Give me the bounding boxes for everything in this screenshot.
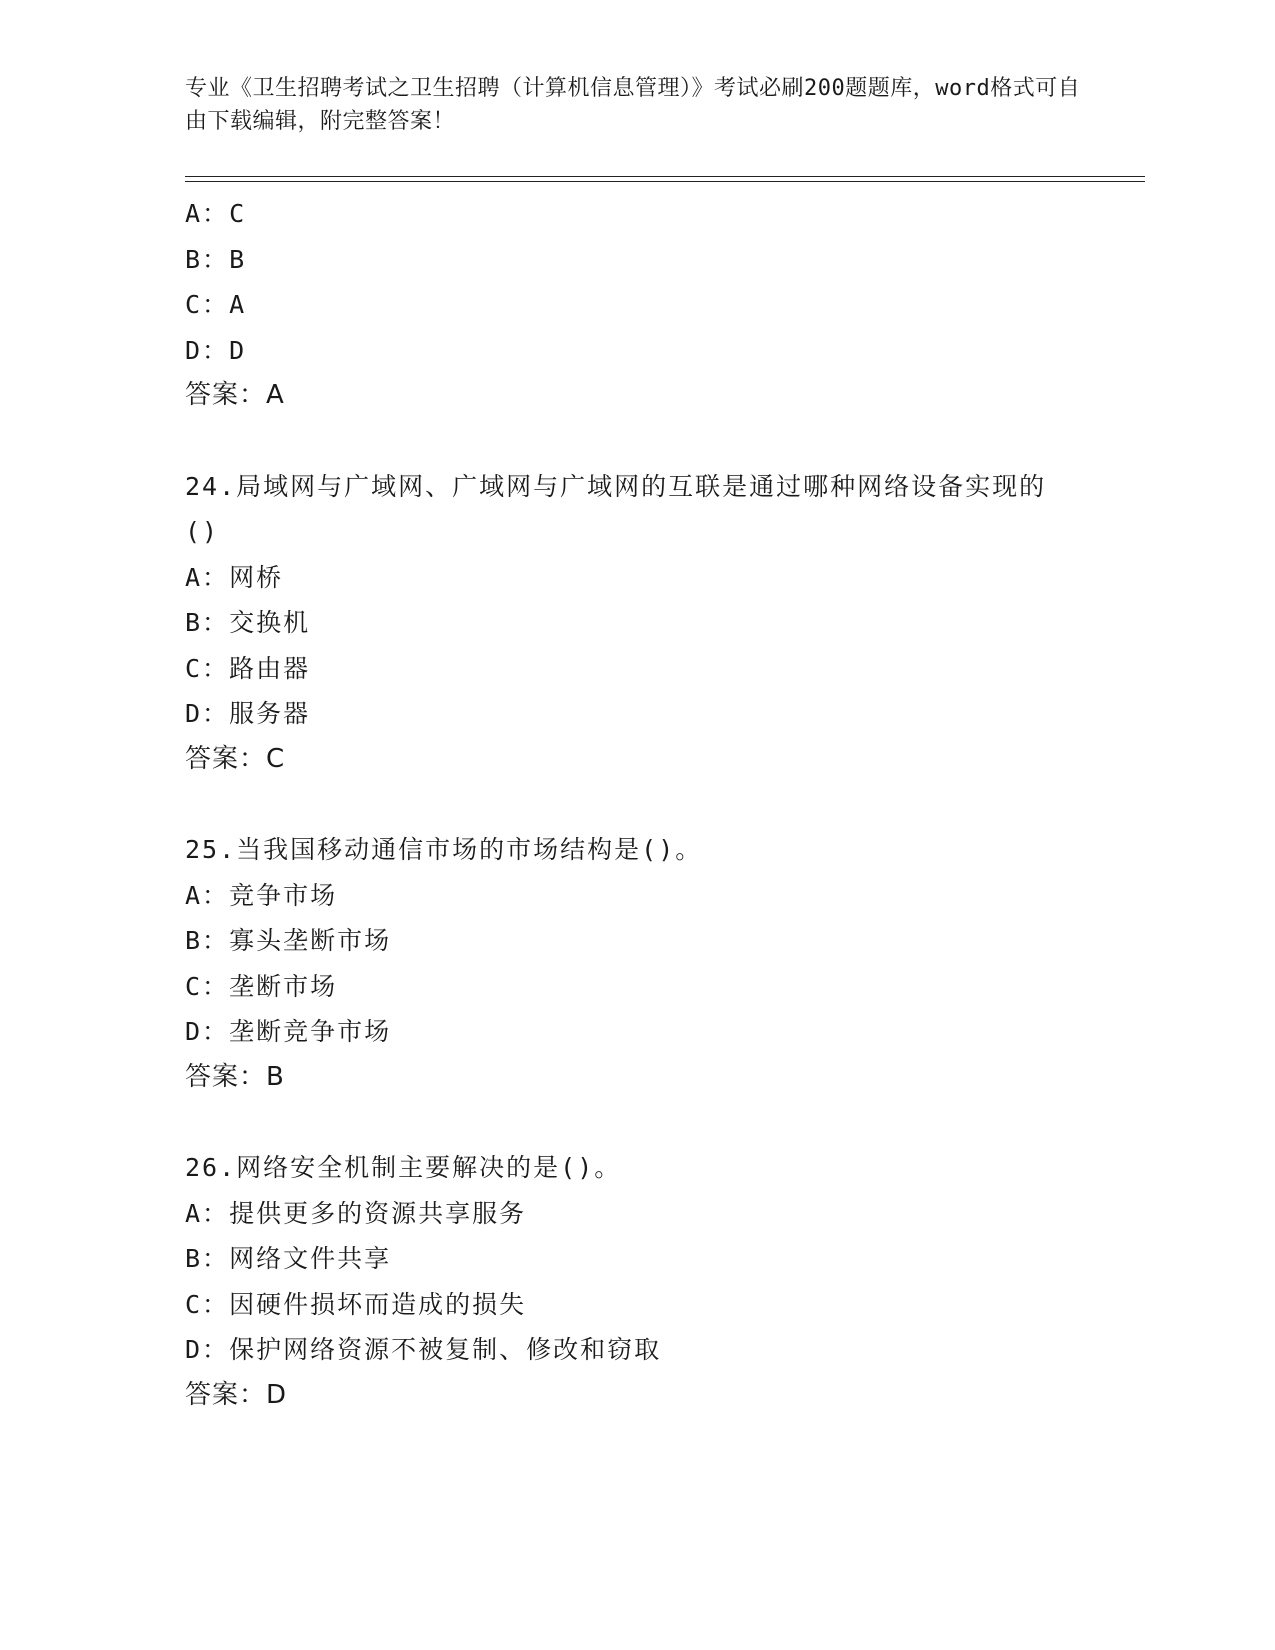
answer-line: 答案：D (185, 1379, 288, 1410)
option-c: C：垄断市场 (185, 971, 338, 1001)
question-block (185, 464, 1145, 783)
option-a: A：提供更多的资源共享服务 (185, 1198, 527, 1228)
option-a: A：C (185, 199, 247, 228)
option-b: B：B (185, 244, 247, 274)
option-b: B：寡头垄断市场 (185, 926, 392, 955)
option-a: A：网桥 (185, 562, 284, 592)
option-d: D：服务器 (185, 699, 311, 728)
question-text: 26.网络安全机制主要解决的是()。 (185, 1153, 622, 1182)
answer-line: 答案：C (185, 743, 286, 774)
question-list (185, 191, 1145, 1418)
option-c: C：A (185, 290, 247, 319)
header-divider (185, 176, 1145, 182)
option-b: B：网络文件共享 (185, 1244, 392, 1273)
option-c: C：因硬件损坏而造成的损失 (185, 1289, 527, 1319)
page-header: 专业《卫生招聘考试之卫生招聘（计算机信息管理）》考试必刷200题题库，word格式可自由下载编辑，附完整答案！ (185, 76, 1081, 134)
question-block (185, 827, 1145, 1100)
question-text: 25.当我国移动通信市场的市场结构是()。 (185, 835, 703, 864)
option-d: D：D (185, 335, 247, 365)
answer-line: 答案：B (185, 1061, 285, 1092)
question-block (185, 191, 1145, 419)
question-block (185, 1145, 1145, 1418)
option-a: A：竞争市场 (185, 880, 338, 910)
question-text: 24.局域网与广域网、广域网与广域网的互联是通过哪种网络设备实现的() (185, 471, 1047, 546)
option-d: D：垄断竞争市场 (185, 1017, 392, 1046)
option-d: D：保护网络资源不被复制、修改和窃取 (185, 1335, 662, 1364)
answer-line: 答案：A (185, 380, 285, 410)
option-b: B：交换机 (185, 608, 311, 637)
option-c: C：路由器 (185, 653, 311, 683)
